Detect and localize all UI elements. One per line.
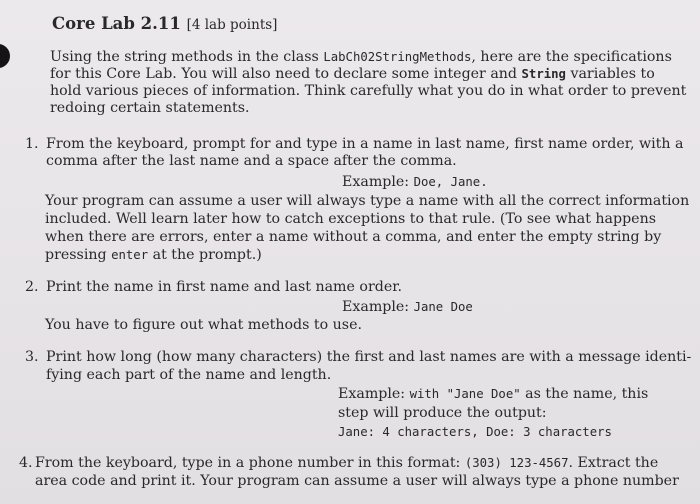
example-label: Example: (342, 299, 414, 315)
item-4-line-2: area code and print it. Your program can assume a user will always type a phone number (35, 473, 679, 489)
item-1-line-5: when there are errors, enter a name without a comma, and enter the empty string by (45, 229, 662, 245)
lab-title (52, 15, 277, 34)
item-4-number: 4. (19, 455, 33, 471)
phone-format-code: (303) 123-4567 (464, 456, 569, 470)
item-4-text: From the keyboard, type in a phone number in this format: (35, 455, 465, 471)
class-name-code: LabCh02StringMethods (323, 50, 472, 64)
item-3-number: 3. (25, 349, 39, 365)
item-3-example-2: step will produce the output: (338, 405, 547, 421)
intro-line-3: hold various pieces of information. Think carefully what you do in what order to prevent (50, 83, 687, 99)
item-1-line-3: Your program can assume a user will always type a name with all the correct information (45, 193, 690, 209)
lab-points: [4 lab points] (186, 17, 278, 33)
item-2-line-2: You have to figure out what methods to use. (45, 317, 362, 333)
example-label: Example: (342, 174, 414, 190)
example-code: Doe, Jane. (413, 175, 488, 189)
item-1-line-1: From the keyboard, prompt for and type in a name in last name, first name order, with a (46, 136, 684, 152)
item-1-line-6 (45, 247, 262, 264)
item-3-example-output: Jane: 4 characters, Doe: 3 characters (338, 425, 612, 439)
item-2-example (342, 299, 473, 316)
intro-text: for this Core Lab. You will also need to declare some integer and (50, 66, 522, 82)
item-3-line-2: fying each part of the name and length. (46, 367, 332, 383)
intro-line-1 (50, 49, 672, 66)
example-code: with "Jane Doe" (409, 387, 521, 401)
example-code: Jane Doe (413, 300, 473, 314)
binder-hole (0, 44, 10, 68)
enter-key-code: enter (111, 248, 149, 262)
string-type-code: String (521, 67, 566, 81)
intro-line-2 (50, 66, 655, 83)
example-label: Example: (338, 386, 410, 402)
example-text: as the name, this (520, 386, 649, 402)
item-4-text: . Extract the (568, 455, 659, 471)
item-4-line-1 (35, 455, 658, 472)
item-1-line-2: comma after the last name and a space after the comma. (46, 153, 457, 169)
lab-title-text: Core Lab 2.11 (52, 14, 181, 33)
intro-text: variables to (565, 66, 655, 82)
item-1-text: at the prompt.) (148, 247, 262, 263)
item-3-example-1 (338, 386, 648, 403)
item-2-number: 2. (25, 279, 39, 295)
intro-text: Using the string methods in the class (50, 49, 324, 65)
item-2-line-1: Print the name in first name and last name order. (46, 279, 402, 295)
item-1-line-4: included. Well learn later how to catch exceptions to that rule. (To see what happens (45, 211, 656, 227)
intro-text: , here are the specifications (471, 49, 672, 65)
item-1-example (342, 174, 488, 191)
item-1-number: 1. (25, 136, 39, 152)
item-3-line-1: Print how long (how many characters) the first and last names are with a message identi- (46, 349, 692, 365)
intro-line-4: redoing certain statements. (50, 100, 250, 116)
item-1-text: pressing (45, 247, 112, 263)
